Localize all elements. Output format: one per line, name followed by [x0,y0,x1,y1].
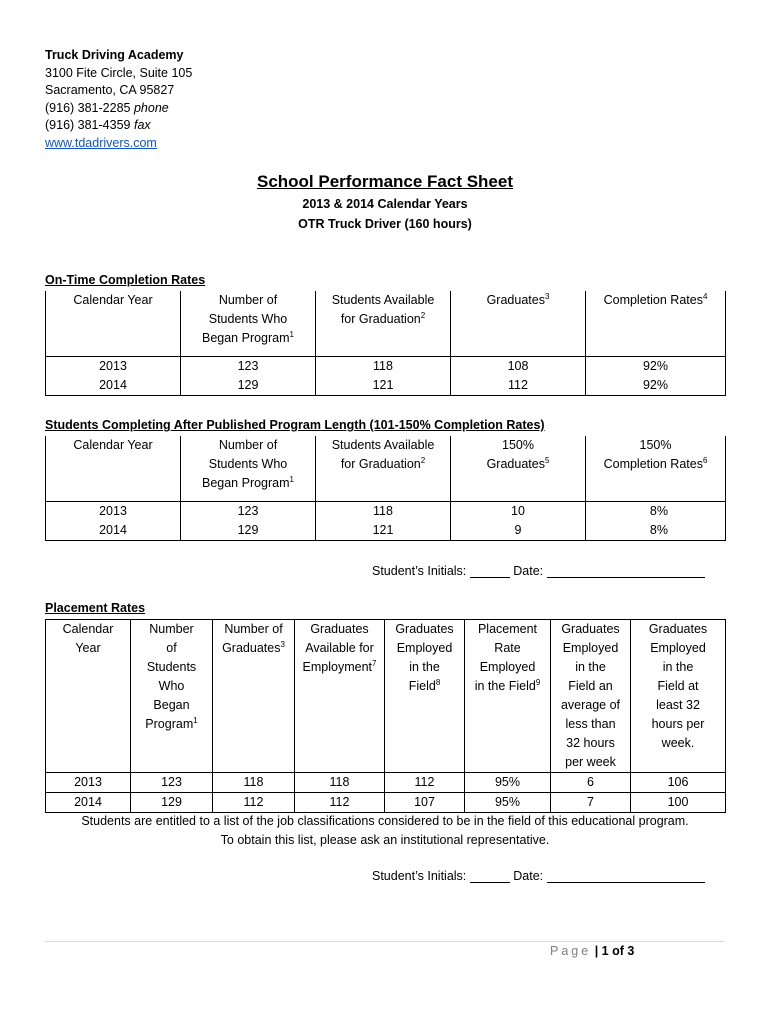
cell-graduates: 9 [451,521,586,541]
col-header-available: Graduates Available for Employment$^7$ [295,620,385,773]
address-line-2: Sacramento, CA 95827 [45,83,175,98]
cell-available: 121 [316,521,451,541]
col-header-placement-rate: Placement Rate Employed in the Field$^9$ [465,620,551,773]
cell-year: 2014 [46,793,131,813]
cell-under-32: 6 [551,773,631,793]
table-row [46,773,726,793]
cell-employed: 107 [385,793,465,813]
cell-began: 123 [181,501,316,521]
initials-label: Student’s Initials: [372,869,467,883]
cell-available: 121 [316,376,451,396]
page-word: Page [550,944,592,958]
col-header-began: Number of Students Who Began Program$^1$ [181,436,316,501]
cell-graduates: 112 [451,376,586,396]
cell-year: 2013 [46,356,181,376]
fax-line [45,117,192,135]
cell-began: 129 [181,376,316,396]
initials-field[interactable] [470,869,510,883]
col-header-year: Calendar Year [46,436,181,501]
col-header-available: Students Available for Graduation$^2$ [316,291,451,356]
col-header-rate: Completion Rates$^4$ [586,291,726,356]
footer-divider [45,941,725,942]
address-line-1: 3100 Fite Circle, Suite 105 [45,65,193,80]
school-contact-block [45,47,192,153]
col-header-graduates: 150% Graduates$^5$ [451,436,586,501]
extended-completion-table [45,436,726,541]
cell-available: 118 [295,773,385,793]
cell-graduates: 108 [451,356,586,376]
cell-year: 2013 [46,501,181,521]
cell-graduates: 118 [213,773,295,793]
cell-graduates: 10 [451,501,586,521]
date-label: Date: [513,869,544,883]
col-header-under-32-hours: Graduates Employed in the Field an average of less than 32 hours per week [551,620,631,773]
on-time-completion-table [45,291,726,396]
school-name: Truck Driving Academy [45,48,184,62]
subtitle-program: OTR Truck Driver (160 hours) [298,217,472,231]
cell-began: 123 [181,356,316,376]
col-header-graduates: Number of Graduates$^3$ [213,620,295,773]
section-title-on-time: On-Time Completion Rates [45,273,206,287]
cell-under-32: 7 [551,793,631,813]
page-count: 1 of 3 [601,944,635,958]
website-link[interactable]: www.tdadrivers.com [45,135,157,150]
cell-began: 123 [131,773,213,793]
page-title: School Performance Fact Sheet [256,172,514,191]
cell-rate: 8% [586,501,726,521]
placement-rates-table [45,619,726,813]
col-header-year: Calendar Year [46,291,181,356]
col-header-began: Number of Students Who Began Program$^1$ [131,620,213,773]
table-header-row [46,620,726,773]
table-row [46,501,726,521]
phone-label: phone [133,100,169,115]
col-header-began: Number of Students Who Began Program$^1$ [181,291,316,356]
job-classification-note: Students are entitled to a list of the job classifications considered to be in the field of this educational program. To obtain this list, please ask an institutional representative. [81,814,689,847]
col-header-year: Calendar Year [46,620,131,773]
cell-began: 129 [181,521,316,541]
cell-placement-rate: 95% [465,793,551,813]
cell-available: 118 [316,501,451,521]
table-header-row [46,291,726,356]
cell-rate: 92% [586,376,726,396]
initials-label: Student’s Initials: [372,564,467,578]
cell-rate: 8% [586,521,726,541]
page-separator: | [594,944,599,958]
student-initials-line [372,564,705,578]
cell-year: 2014 [46,521,181,541]
cell-graduates: 112 [213,793,295,813]
cell-over-32: 100 [631,793,726,813]
cell-over-32: 106 [631,773,726,793]
page-number [550,944,634,958]
cell-rate: 92% [586,356,726,376]
student-initials-line [372,869,705,883]
table-row [46,356,726,376]
section-title-150-percent: Students Completing After Published Program Length (101-150% Completion Rates) [45,418,545,432]
table-row [46,521,726,541]
cell-available: 118 [316,356,451,376]
fax-number: (916) 381-4359 [45,118,131,133]
table-header-row [46,436,726,501]
cell-year: 2013 [46,773,131,793]
cell-available: 112 [295,793,385,813]
col-header-employed: Graduates Employed in the Field$^8$ [385,620,465,773]
initials-field[interactable] [470,564,510,578]
col-header-available: Students Available for Graduation$^2$ [316,436,451,501]
date-field[interactable] [547,869,705,883]
col-header-rate: 150% Completion Rates$^6$ [586,436,726,501]
col-header-32-plus-hours: Graduates Employed in the Field at least 32 hours per week. [631,620,726,773]
section-title-placement: Placement Rates [45,601,146,615]
cell-placement-rate: 95% [465,773,551,793]
table-row [46,793,726,813]
subtitle-years: 2013 & 2014 Calendar Years [302,197,468,211]
cell-began: 129 [131,793,213,813]
date-field[interactable] [547,564,705,578]
table-row [46,376,726,396]
cell-year: 2014 [46,376,181,396]
date-label: Date: [513,564,544,578]
cell-employed: 112 [385,773,465,793]
phone-line [45,100,192,118]
phone-number: (916) 381-2285 [45,100,131,115]
fax-label: fax [133,118,151,133]
col-header-graduates: Graduates$^3$ [451,291,586,356]
